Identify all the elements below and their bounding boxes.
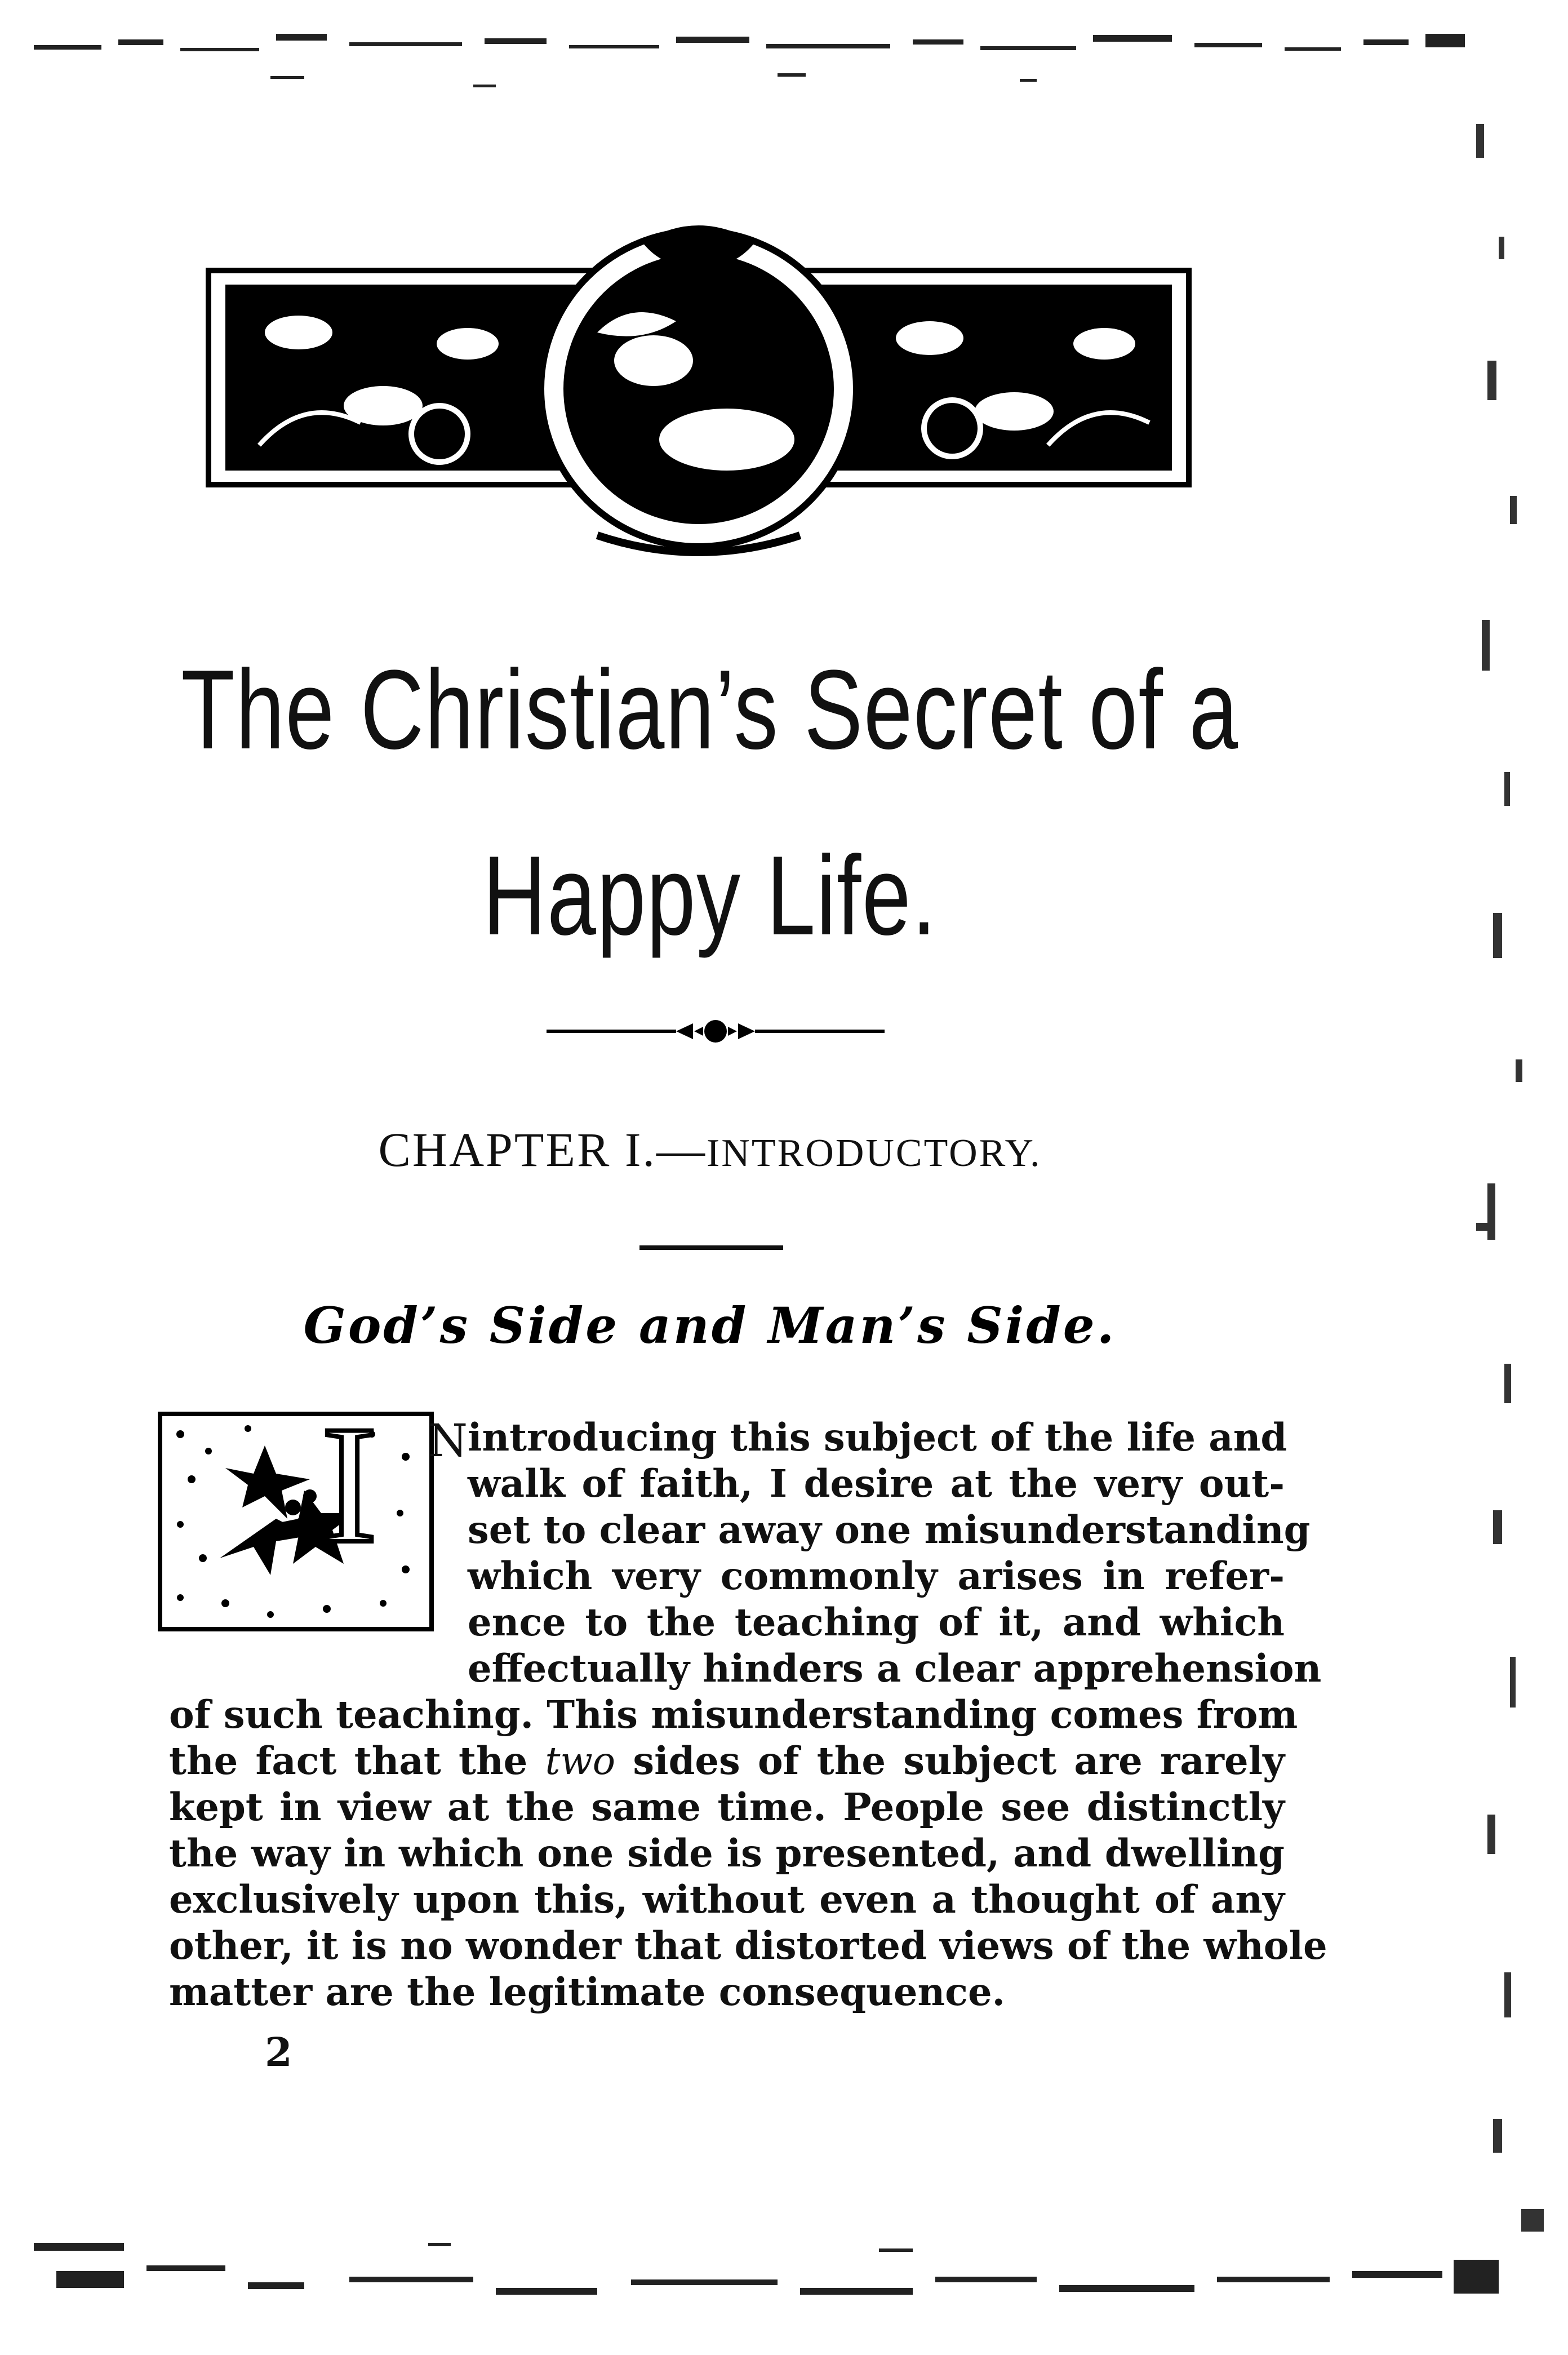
paragraph-line: effectually hinders a clear apprehension xyxy=(468,1646,1322,1691)
paragraph-line: ence to the teaching of it, and which xyxy=(468,1600,1285,1644)
page-number: 2 xyxy=(265,2029,292,2075)
paragraph-line: matter are the legitimate consequence. xyxy=(169,1970,1005,2014)
paragraph-line: walk of faith, I desire at the very out- xyxy=(468,1461,1285,1506)
scan-noise-top xyxy=(34,23,1476,96)
book-title-line-1: The Christian’s Secret of a xyxy=(181,647,1239,773)
chapter-label: CHAPTER I.— xyxy=(378,1123,707,1177)
paragraph-line: the fact that the two sides of the subject are rarely xyxy=(169,1738,1285,1783)
chapter-rule xyxy=(639,1245,783,1250)
paragraph-line: of such teaching. This misunderstanding comes from xyxy=(169,1692,1298,1737)
divider-ornament xyxy=(547,1014,885,1048)
paragraph-line: which very commonly arises in refer- xyxy=(468,1554,1285,1598)
emphasis-word: two xyxy=(545,1739,616,1783)
drop-cap-letter: I xyxy=(321,1412,377,1578)
book-title-line-2: Happy Life. xyxy=(482,833,938,959)
scan-noise-right xyxy=(1454,68,1555,2265)
drop-cap xyxy=(158,1412,434,1631)
paragraph-line: introducing this subject of the life and xyxy=(468,1415,1287,1460)
floral-headpiece-illustration xyxy=(203,220,1194,558)
chapter-heading xyxy=(0,1121,1420,1178)
paragraph-line: other, it is no wonder that distorted views of the whole xyxy=(169,1923,1327,1968)
paragraph-line: set to clear away one misunderstanding xyxy=(468,1507,1311,1552)
scan-noise-bottom xyxy=(34,2209,1510,2333)
chapter-subtitle: INTRODUCTORY. xyxy=(706,1132,1042,1175)
paragraph-line: exclusively upon this, without even a thought of any xyxy=(169,1877,1285,1922)
paragraph-line: kept in view at the same time. People see distinctly xyxy=(169,1785,1285,1829)
first-line-start: N xyxy=(428,1414,468,1467)
section-heading: God’s Side and Man’s Side. xyxy=(303,1296,1117,1355)
holly-drop-cap-icon xyxy=(158,1412,434,1631)
paragraph-line: the way in which one side is presented, and dwelling xyxy=(169,1831,1285,1875)
